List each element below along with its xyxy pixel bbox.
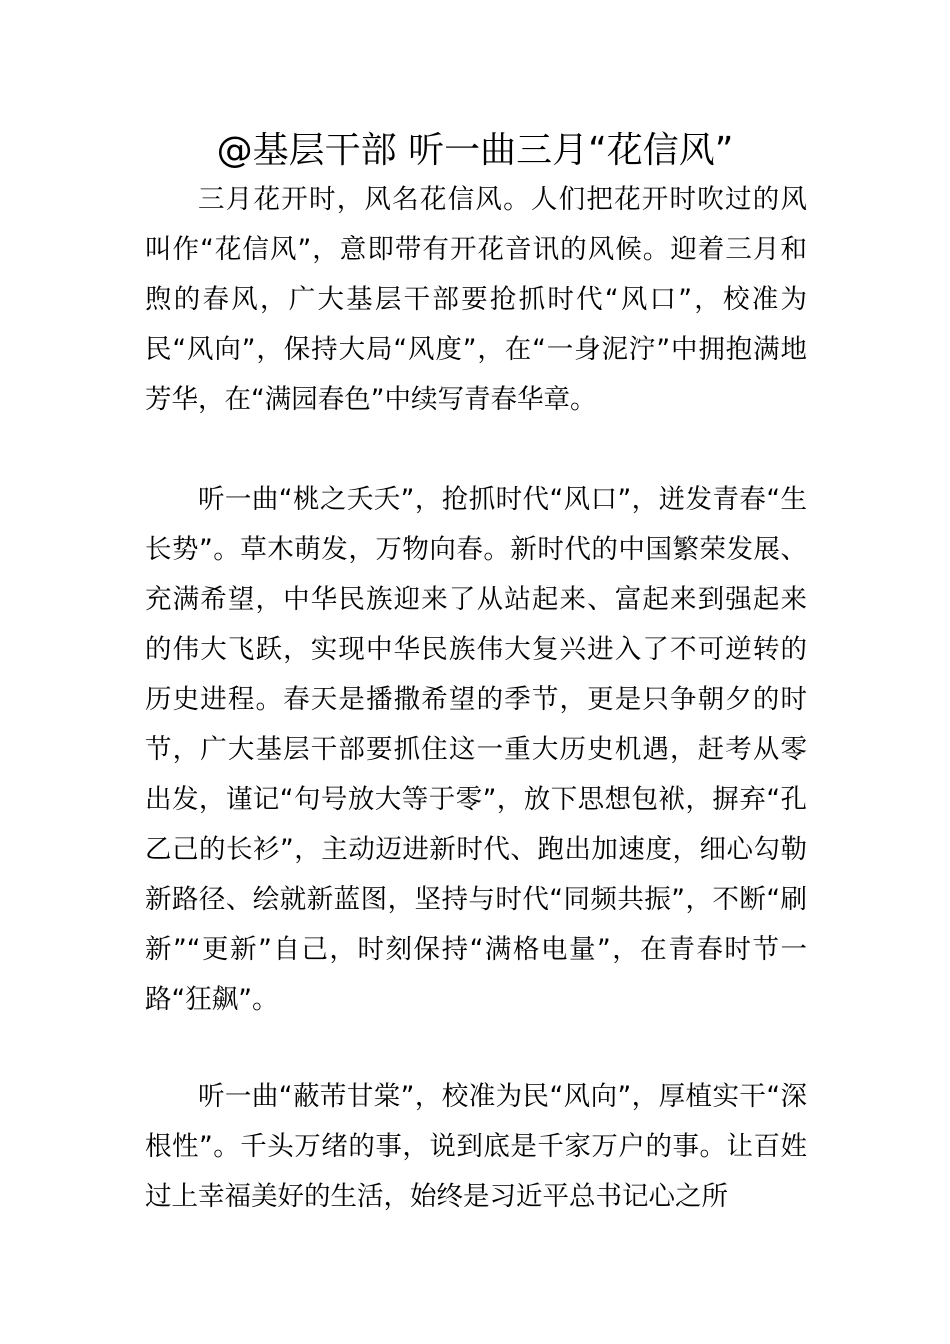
paragraph-section-2: 听一曲“蔽芾甘棠”，校准为民“风向”，厚植实干“深根性”。千头万绪的事，说到底是千家万户的事。让百姓过上幸福美好的生活，始终是习近平总书记心之所 <box>145 1081 807 1212</box>
document-title: @基层干部 听一曲三月“花信风” <box>216 130 734 171</box>
paragraph-section-1: 听一曲“桃之夭夭”，抢抓时代“风口”，迸发青春“生长势”。草木萌发，万物向春。新时代的中国繁荣发展、充满希望，中华民族迎来了从站起来、富起来到强起来的伟大飞跃，实现中华民族伟大复兴进入了不可逆转的历史进程。春天是播撒希望的季节，更是只争朝夕的时节，广大基层干部要抓住这一重大历史机遇，赶考从零出发，谨记“句号放大等于零”，放下思想包袱，摒弃“孔乙己的长衫”，主动迈进新时代、跑出加速度，细心勾勒新路径、绘就新蓝图，坚持与时代“同频共振”，不断“刷新”“更新”自己，时刻保持“满格电量”，在青春时节一路“狂飙”。 <box>145 484 807 1015</box>
paragraph-intro: 三月花开时，风名花信风。人们把花开时吹过的风叫作“花信风”，意即带有开花音讯的风候。迎着三月和煦的春风，广大基层干部要抢抓时代“风口”，校准为民“风向”，保持大局“风度”，在“一身泥泞”中拥抱满地芳华，在“满园春色”中续写青春华章。 <box>145 184 807 415</box>
